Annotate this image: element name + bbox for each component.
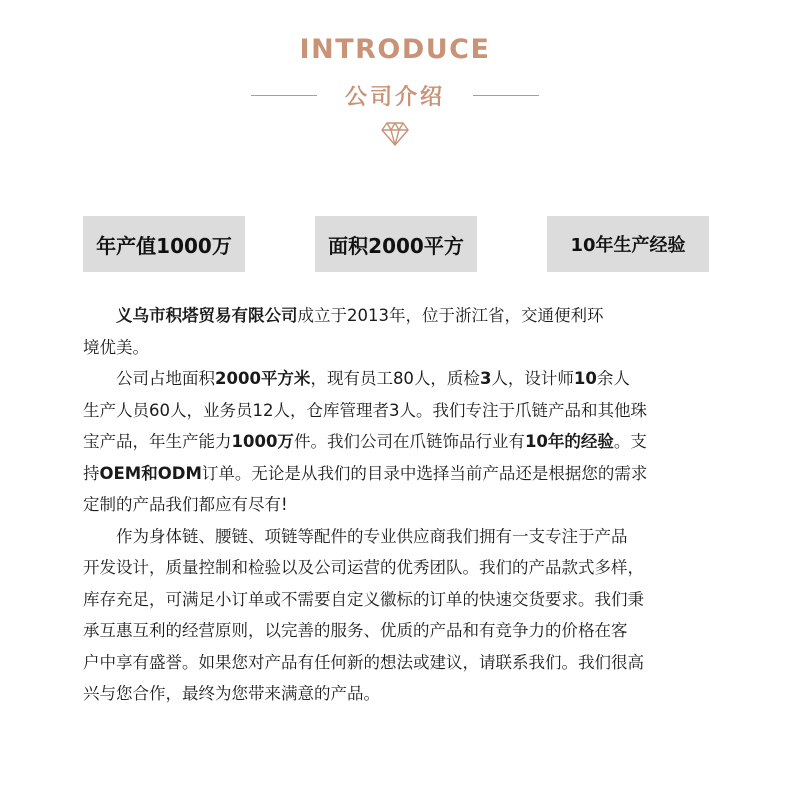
paragraph-line: 开发设计，质量控制和检验以及公司运营的优秀团队。我们的产品款式多样， bbox=[83, 558, 644, 577]
header-title-cn: 公司介绍 bbox=[344, 85, 445, 110]
paragraph-scale bbox=[83, 363, 723, 521]
header-divider-left bbox=[251, 95, 317, 97]
stat-annual-output: 年产值1000万 bbox=[83, 216, 245, 272]
paragraph-line: 公司占地面积2000平方米，现有员工80人，质检3人，设计师10余人 bbox=[116, 369, 630, 388]
paragraph-team bbox=[83, 521, 723, 710]
paragraph-line: 境优美。 bbox=[83, 337, 149, 357]
paragraph-line: 库存充足，可满足小订单或不需要自定义徽标的订单的快速交货要求。我们秉 bbox=[83, 589, 644, 609]
paragraph-line: 承互惠互利的经营原则，以完善的服务、优质的产品和有竞争力的价格在客 bbox=[83, 621, 628, 640]
company-name: 义乌市积塔贸易有限公司 bbox=[116, 306, 298, 325]
paragraph-line: 定制的产品我们都应有尽有! bbox=[83, 495, 288, 514]
diamond-icon bbox=[380, 121, 410, 147]
stat-experience: 10年生产经验 bbox=[547, 216, 709, 272]
header-subtitle-row bbox=[0, 80, 790, 111]
stat-floor-area: 面积2000平方 bbox=[315, 216, 477, 272]
paragraph-line: 宝产品，年生产能力1000万件。我们公司在爪链饰品行业有10年的经验。支 bbox=[83, 432, 647, 451]
company-description bbox=[83, 300, 723, 710]
paragraph-line: 户中享有盛誉。如果您对产品有任何新的想法或建议，请联系我们。我们很高 bbox=[83, 652, 644, 672]
paragraph-line: 义乌市积塔贸易有限公司成立于2013年，位于浙江省，交通便利环 bbox=[116, 306, 604, 325]
paragraph-intro bbox=[83, 300, 723, 363]
paragraph-line: 作为身体链、腰链、项链等配件的专业供应商我们拥有一支专注于产品 bbox=[116, 526, 628, 546]
paragraph-line: 生产人员60人，业务员12人，仓库管理者3人。我们专注于爪链产品和其他珠 bbox=[83, 400, 647, 420]
paragraph-line: 持OEM和ODM订单。无论是从我们的目录中选择当前产品还是根据您的需求 bbox=[83, 463, 648, 483]
header-divider-right bbox=[473, 95, 539, 97]
paragraph-line: 兴与您合作，最终为您带来满意的产品。 bbox=[83, 684, 380, 703]
header-title-en: INTRODUCE bbox=[299, 34, 491, 65]
